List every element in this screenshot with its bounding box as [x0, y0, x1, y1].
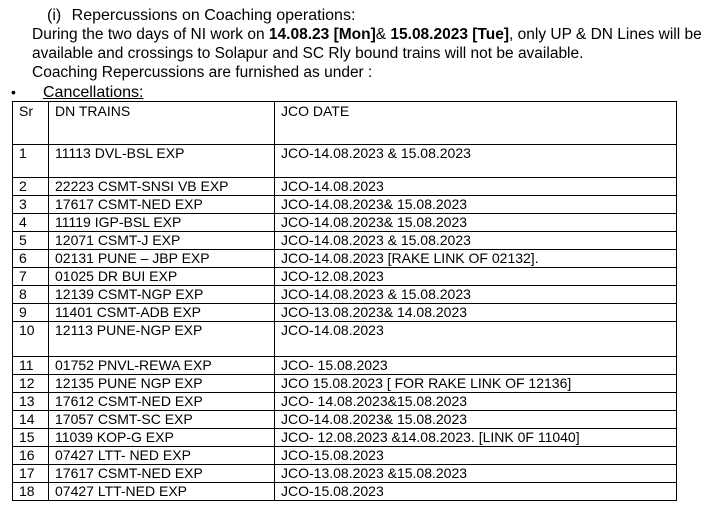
table-row [13, 304, 677, 322]
cell-train: 11401 CSMT-ADB EXP [49, 304, 275, 322]
table-row [13, 145, 677, 178]
cell-jco-date: JCO-15.08.2023 [275, 483, 677, 501]
cell-train: 07427 LTT-NED EXP [49, 483, 275, 501]
table-row [13, 178, 677, 196]
cell-jco-date: JCO-13.08.2023& 14.08.2023 [275, 304, 677, 322]
table-row [13, 214, 677, 232]
table-row [13, 268, 677, 286]
cell-sr: 12 [13, 375, 49, 393]
cell-train: 01752 PNVL-REWA EXP [49, 357, 275, 375]
cell-sr: 10 [13, 322, 49, 357]
table-row [13, 250, 677, 268]
cell-jco-date: JCO- 15.08.2023 [275, 357, 677, 375]
table-row [13, 196, 677, 214]
table-row [13, 357, 677, 375]
bullet-icon: • [11, 84, 16, 100]
table-row [13, 447, 677, 465]
cell-jco-date: JCO- 12.08.2023 &14.08.2023. [LINK 0F 11040] [275, 429, 677, 447]
para-line-2: available and crossings to Solapur and SC Rly bound trains will not be available. [32, 45, 584, 62]
para-date-2: 15.08.2023 [Tue] [390, 26, 510, 43]
table-row [13, 483, 677, 501]
cell-jco-date: JCO- 14.08.2023&15.08.2023 [275, 393, 677, 411]
cell-jco-date: JCO-13.08.2023 &15.08.2023 [275, 465, 677, 483]
cell-sr: 7 [13, 268, 49, 286]
table-header-row [13, 102, 677, 145]
cell-sr: 3 [13, 196, 49, 214]
section-heading [47, 6, 355, 26]
cancellations-table [12, 101, 677, 501]
cell-train: 01025 DR BUI EXP [49, 268, 275, 286]
header-sr: Sr [13, 102, 49, 145]
cell-sr: 8 [13, 286, 49, 304]
cell-jco-date: JCO-14.08.2023 & 15.08.2023 [275, 145, 677, 178]
para-date-1: 14.08.23 [Mon] [268, 26, 376, 43]
table-row [13, 322, 677, 357]
cell-train: 07427 LTT- NED EXP [49, 447, 275, 465]
cell-train: 11119 IGP-BSL EXP [49, 214, 275, 232]
cell-jco-date: JCO-12.08.2023 [275, 268, 677, 286]
table-row [13, 393, 677, 411]
cell-train: 12139 CSMT-NGP EXP [49, 286, 275, 304]
cancellations-label: Cancellations: [43, 84, 144, 101]
cell-sr: 13 [13, 393, 49, 411]
intro-paragraph [32, 25, 716, 63]
cell-train: 11113 DVL-BSL EXP [49, 145, 275, 178]
cancellations-bullet [11, 82, 144, 103]
cell-jco-date: JCO-14.08.2023& 15.08.2023 [275, 196, 677, 214]
table-row [13, 465, 677, 483]
para-text-3: , only UP & DN Lines will be [509, 26, 702, 43]
cell-jco-date: JCO-14.08.2023 [275, 322, 677, 357]
cell-jco-date: JCO-14.08.2023 [275, 178, 677, 196]
cell-jco-date: JCO-15.08.2023 [275, 447, 677, 465]
cell-train: 12135 PUNE NGP EXP [49, 375, 275, 393]
cell-train: 12071 CSMT-J EXP [49, 232, 275, 250]
cell-sr: 15 [13, 429, 49, 447]
section-title: Repercussions on Coaching operations: [71, 7, 356, 24]
cell-train: 17057 CSMT-SC EXP [49, 411, 275, 429]
repercussions-note: Coaching Repercussions are furnished as under : [32, 64, 373, 81]
table-row [13, 286, 677, 304]
cell-jco-date: JCO-14.08.2023 [RAKE LINK OF 02132]. [275, 250, 677, 268]
cell-sr: 18 [13, 483, 49, 501]
cell-train: 11039 KOP-G EXP [49, 429, 275, 447]
cell-sr: 16 [13, 447, 49, 465]
cell-train: 17612 CSMT-NED EXP [49, 393, 275, 411]
table-row [13, 232, 677, 250]
cell-sr: 14 [13, 411, 49, 429]
cell-train: 22223 CSMT-SNSI VB EXP [49, 178, 275, 196]
cell-sr: 9 [13, 304, 49, 322]
cell-train: 17617 CSMT-NED EXP [49, 196, 275, 214]
table-row [13, 375, 677, 393]
cell-sr: 11 [13, 357, 49, 375]
cell-jco-date: JCO-14.08.2023 & 15.08.2023 [275, 286, 677, 304]
cell-train: 12113 PUNE-NGP EXP [49, 322, 275, 357]
section-number: (i) [47, 7, 62, 24]
cell-jco-date: JCO-14.08.2023& 15.08.2023 [275, 214, 677, 232]
para-text-1: During the two days of NI work on [32, 26, 269, 43]
cell-jco-date: JCO-14.08.2023& 15.08.2023 [275, 411, 677, 429]
para-text-2: & [375, 26, 391, 43]
cell-sr: 5 [13, 232, 49, 250]
cell-sr: 2 [13, 178, 49, 196]
table-row [13, 411, 677, 429]
cell-sr: 1 [13, 145, 49, 178]
cell-jco-date: JCO 15.08.2023 [ FOR RAKE LINK OF 12136] [275, 375, 677, 393]
table-row [13, 429, 677, 447]
cell-jco-date: JCO-14.08.2023 & 15.08.2023 [275, 232, 677, 250]
cell-sr: 17 [13, 465, 49, 483]
cell-train: 02131 PUNE – JBP EXP [49, 250, 275, 268]
cell-train: 17617 CSMT-NED EXP [49, 465, 275, 483]
header-dn-trains: DN TRAINS [49, 102, 275, 145]
cell-sr: 6 [13, 250, 49, 268]
header-jco-date: JCO DATE [275, 102, 677, 145]
cell-sr: 4 [13, 214, 49, 232]
